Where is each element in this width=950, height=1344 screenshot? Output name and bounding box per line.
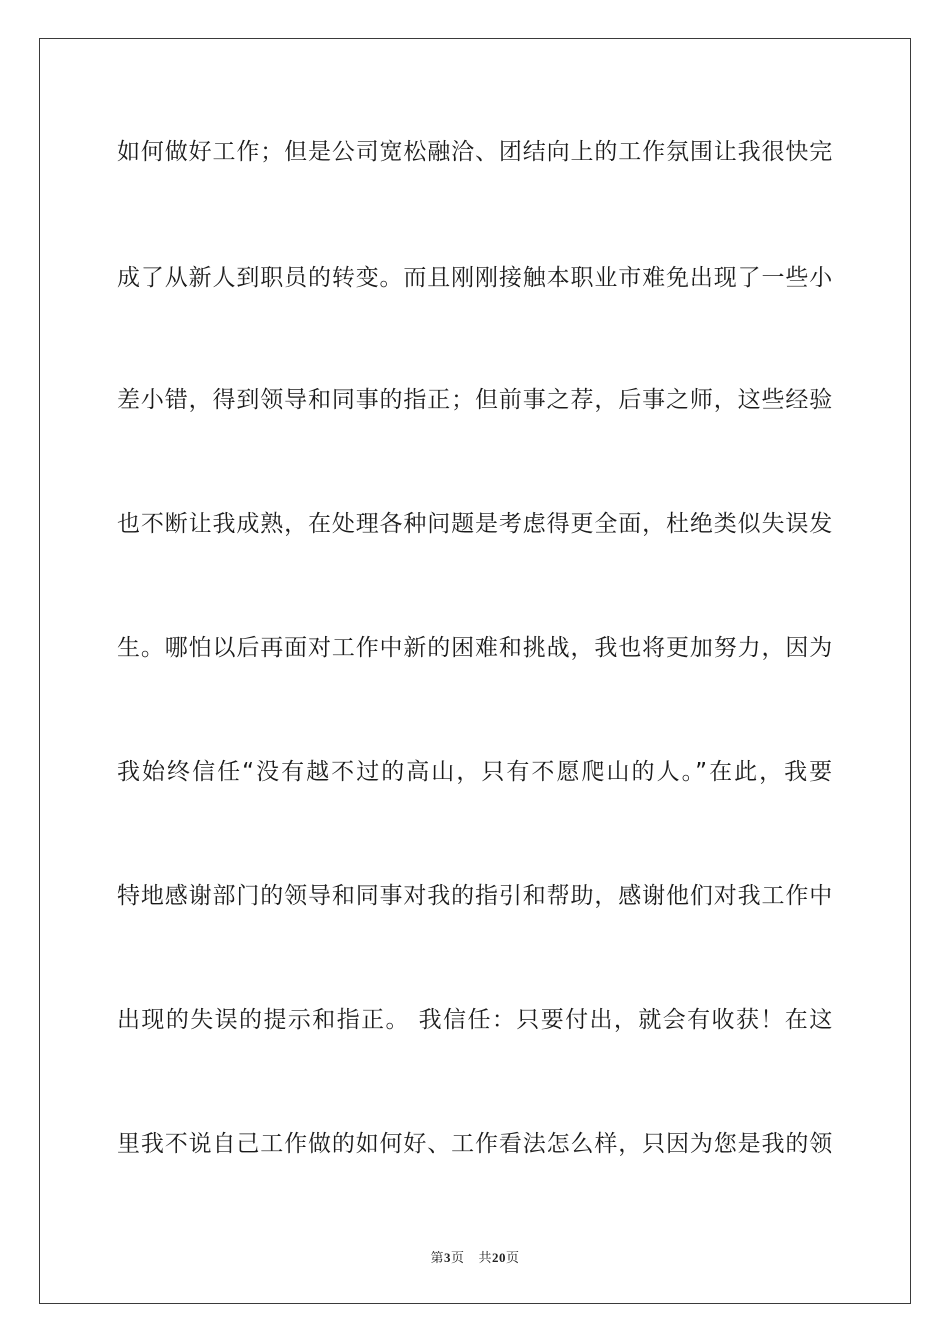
total-pages: 20 xyxy=(492,1250,507,1265)
page-border xyxy=(39,38,911,1304)
text-line-4: 也不断让我成熟，在处理各种问题是考虑得更全面，杜绝类似失误发 xyxy=(117,511,833,537)
page-number: 3 xyxy=(443,1250,451,1265)
text-line-2: 成了从新人到职员的转变。而且刚刚接触本职业市难免出现了一些小 xyxy=(117,265,833,291)
text-line-8: 出现的失误的提示和指正。 我信任：只要付出，就会有收获！在这 xyxy=(117,1007,833,1033)
page-prefix: 第 xyxy=(430,1251,444,1266)
page-footer xyxy=(0,1247,950,1266)
text-line-3: 差小错，得到领导和同事的指正；但前事之荐，后事之师，这些经验 xyxy=(117,387,833,413)
text-line-5: 生。哪怕以后再面对工作中新的困难和挑战，我也将更加努力，因为 xyxy=(117,635,833,661)
total-prefix: 共 xyxy=(478,1251,493,1266)
text-line-7: 特地感谢部门的领导和同事对我的指引和帮助，感谢他们对我工作中 xyxy=(117,883,833,909)
text-line-6: 我始终信任“没有越不过的高山，只有不愿爬山的人。”在此，我要 xyxy=(117,759,833,785)
total-suffix: 页 xyxy=(506,1251,520,1266)
text-line-1: 如何做好工作；但是公司宽松融洽、团结向上的工作氛围让我很快完 xyxy=(117,139,833,165)
text-line-9: 里我不说自己工作做的如何好、工作看法怎么样，只因为您是我的领 xyxy=(117,1131,833,1157)
page-suffix: 页 xyxy=(450,1251,465,1266)
